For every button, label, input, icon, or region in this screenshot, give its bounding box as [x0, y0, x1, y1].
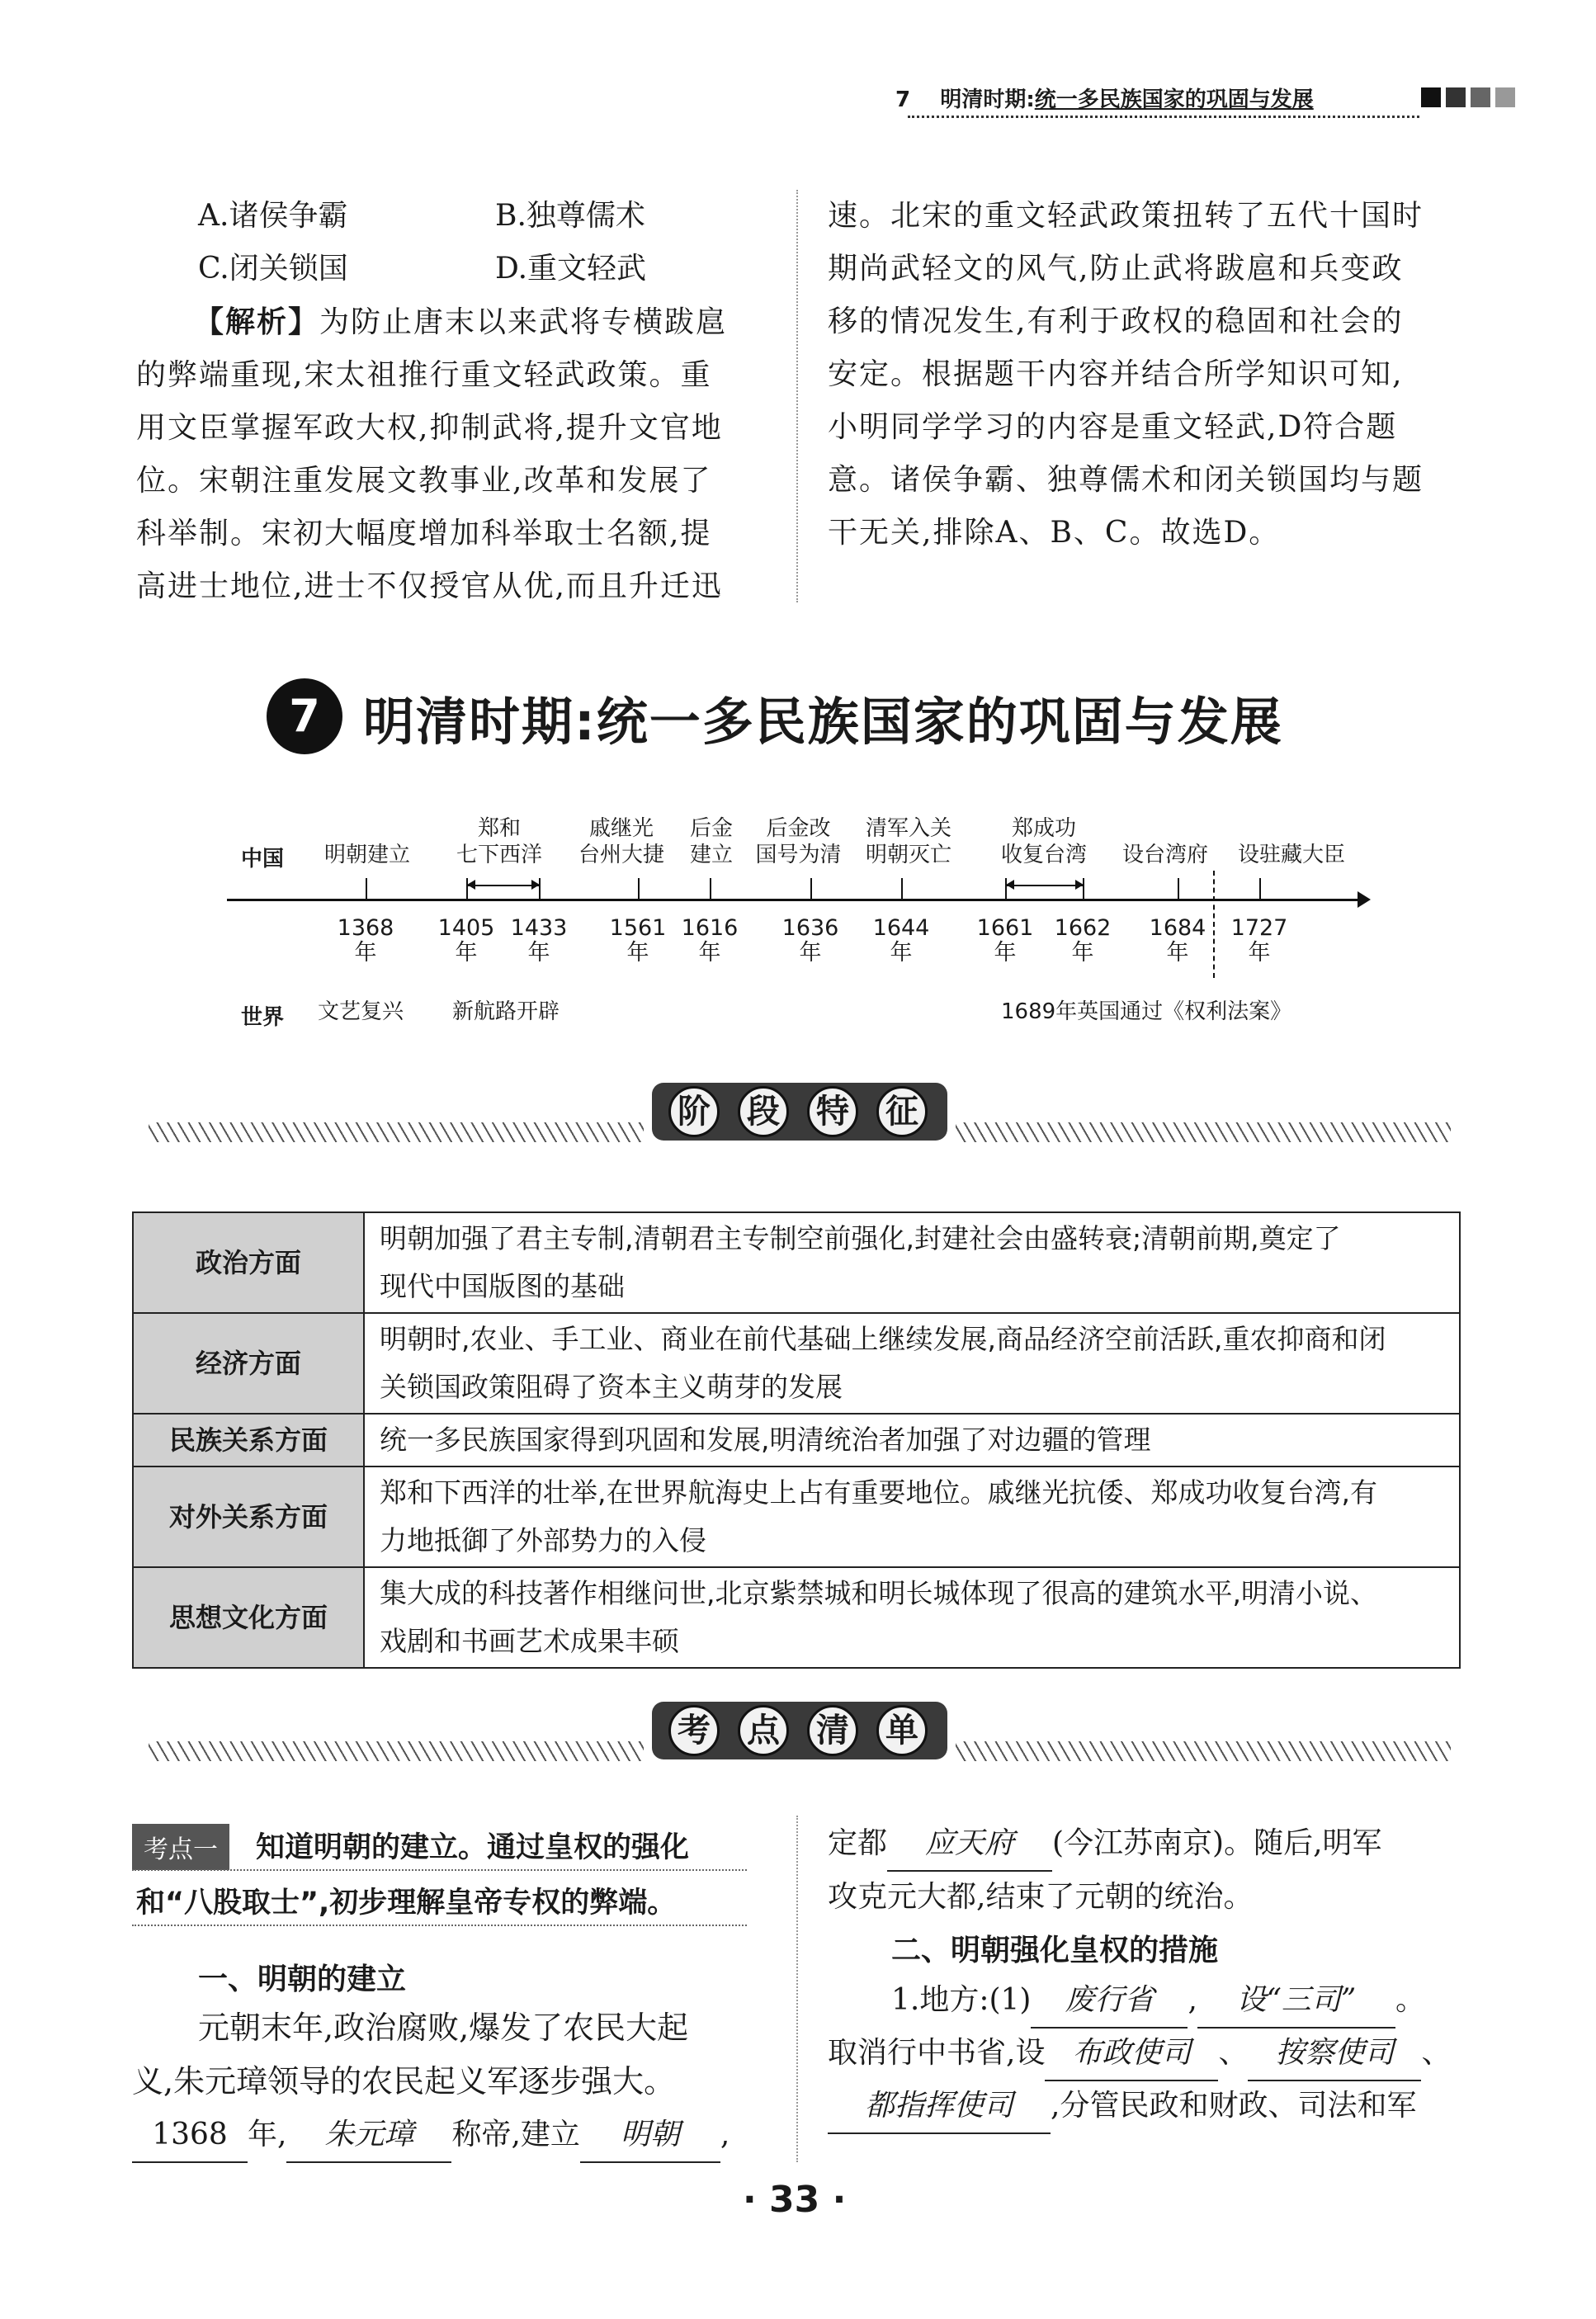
kaodian-line-1: 知道明朝的建立。通过皇权的强化: [256, 1831, 690, 1864]
option-a: A.诸侯争霸: [198, 199, 348, 233]
option-c: C.闭关锁国: [198, 252, 348, 286]
row-value-culture: 集大成的科技著作相继问世,北京紫禁城和明长城体现了很高的建筑水平,明清小说、 戏剧和书画艺术成果丰硕: [364, 1567, 1460, 1668]
analysis-left: [136, 295, 727, 613]
kaodian-tag: 考点一: [132, 1824, 229, 1870]
table-row: [133, 1212, 1460, 1313]
row-key-ethnic: 民族关系方面: [133, 1414, 364, 1466]
year-1368: 1368 年: [337, 915, 394, 966]
tick-1727: [1259, 878, 1261, 900]
analysis-right-line-5: 小明同学学习的内容是重文轻武,D符合题: [828, 410, 1398, 444]
year-1662: 1662 年: [1054, 915, 1112, 966]
stage-features-table: [132, 1211, 1461, 1669]
analysis-line-1: 为防止唐末以来武将专横跋扈: [319, 305, 728, 339]
para-1: 元朝末年,政治腐败,爆发了农民大起: [198, 2010, 689, 2046]
analysis-line-5: 科举制。宋初大幅度增加科举取士名额,提: [136, 517, 712, 550]
timeline-event-7: 郑成功 收复台湾: [1000, 816, 1087, 867]
tick-1684: [1178, 878, 1179, 900]
checklist-char-2: 点: [738, 1705, 789, 1756]
analysis-line-4: 位。宋朝注重发展文教事业,改革和发展了: [136, 464, 712, 498]
blank-dynasty: 明朝: [580, 2109, 720, 2163]
row-value-foreign: 郑和下西洋的壮举,在世界航海史上占有重要地位。戚继光抗倭、郑成功收复台湾,有 力地抵御了外部势力的入侵: [364, 1466, 1460, 1567]
analysis-right-line-3: 移的情况发生,有利于政权的稳固和社会的: [828, 305, 1404, 338]
banner-hatch-left: [149, 1122, 644, 1142]
timeline-axis: [227, 899, 1358, 901]
analysis-right-line-2: 期尚武轻文的风气,防止武将跋扈和兵变政: [828, 252, 1404, 286]
tick-1368: [366, 878, 367, 900]
header-square-4: [1495, 87, 1515, 107]
year-1561: 1561 年: [609, 915, 667, 966]
blank-person: 朱元璋: [286, 2109, 451, 2163]
kaodian-line-2: 和“八股取士”,初步理解皇帝专权的弊端。: [136, 1887, 677, 1920]
right-line-5: [828, 2080, 1416, 2134]
blank-a1: 废行省: [1031, 1974, 1188, 2029]
year-1661: 1661 年: [976, 915, 1034, 966]
analysis-right-line-1: 速。北宋的重文轻武政策扭转了五代十国时: [828, 199, 1424, 233]
stage-features-banner: [652, 1083, 947, 1141]
row-key-foreign: 对外关系方面: [133, 1466, 364, 1567]
timeline-event-3: 戚继光 台州大捷: [578, 816, 664, 867]
timeline-event-5: 后金改 国号为清: [755, 816, 842, 867]
timeline-event-1: 明朝建立: [323, 843, 410, 867]
option-b: B.独尊儒术: [495, 199, 645, 233]
analysis-tag: 【解析】: [194, 305, 320, 339]
text-sep1: ,: [1188, 1983, 1197, 2017]
year-1405: 1405 年: [437, 915, 495, 966]
checklist-char-4: 单: [876, 1705, 928, 1756]
banner-char-4: 征: [876, 1086, 928, 1137]
blank-a2: 设“三司”: [1197, 1974, 1395, 2029]
year-1616: 1616 年: [681, 915, 739, 966]
timeline-event-6: 清军入关 明朝灭亡: [865, 816, 951, 867]
checklist-hatch-left: [149, 1741, 644, 1761]
analysis-right: [828, 190, 1424, 560]
text-rest: ,分管民政和财政、司法和军: [1051, 2089, 1417, 2123]
chapter-number-badge: 7: [267, 678, 342, 754]
checklist-char-1: 考: [668, 1705, 720, 1756]
checklist-hatch-right: [956, 1741, 1451, 1761]
row-key-politics: 政治方面: [133, 1212, 364, 1313]
table-row: [133, 1313, 1460, 1414]
right-line-1: [828, 1817, 1382, 1872]
blank-capital: 应天府: [887, 1817, 1052, 1872]
section-heading-2: 二、明朝强化皇权的措施: [891, 1934, 1219, 1967]
column-separator-bottom: [796, 1816, 798, 2162]
row-key-culture: 思想文化方面: [133, 1567, 364, 1668]
span-zhenghe-arrow-left: [467, 880, 475, 890]
header-number: 7: [895, 87, 911, 112]
row-value-ethnic: 统一多民族国家得到巩固和发展,明清统治者加强了对边疆的管理: [364, 1414, 1460, 1466]
option-d: D.重文轻武: [495, 252, 647, 286]
para-3: [132, 2109, 730, 2163]
chapter-title: 明清时期:统一多民族国家的巩固与发展: [363, 692, 1283, 752]
timeline-event-8: 设台湾府: [1121, 843, 1208, 867]
table-row: [133, 1466, 1460, 1567]
span-zhenghe-arrow-right: [531, 880, 540, 890]
right-line-3: [891, 1974, 1425, 2029]
span-zcg-arrow-left: [1006, 880, 1014, 890]
right-line-4: [828, 2027, 1451, 2081]
para-2: 义,朱元璋领导的农民起义军逐步强大。: [132, 2063, 676, 2099]
span-zhenghe: [467, 885, 540, 886]
year-1644: 1644 年: [872, 915, 930, 966]
text-dun2: 、: [1421, 2036, 1452, 2070]
text-nian: 年,: [248, 2118, 287, 2151]
world-event-bill-of-rights: 1689年英国通过《权利法案》: [1001, 999, 1292, 1024]
analysis-line-3: 用文臣掌握军政大权,抑制武将,提升文官地: [136, 411, 723, 445]
column-separator-top: [796, 190, 798, 602]
header-square-3: [1471, 87, 1490, 107]
text-comma: ,: [720, 2118, 730, 2151]
header-dotted-rule: [908, 116, 1419, 118]
year-1636: 1636 年: [781, 915, 839, 966]
year-1727: 1727 年: [1230, 915, 1288, 966]
text-capital-note: (今江苏南京)。随后,明军: [1052, 1826, 1382, 1860]
text-local: 1.地方:(1): [891, 1983, 1032, 2017]
timeline-event-9: 设驻藏大臣: [1237, 843, 1345, 867]
text-dun1: 、: [1218, 2036, 1249, 2070]
timeline-event-2: 郑和 七下西洋: [456, 816, 542, 867]
section-heading-1: 一、明朝的建立: [198, 1962, 407, 1996]
timeline-event-4: 后金 建立: [689, 816, 733, 867]
row-value-economy: 明朝时,农业、手工业、商业在前代基础上继续发展,商品经济空前活跃,重农抑商和闭 关锁国政策阻碍了资本主义萌芽的发展: [364, 1313, 1460, 1414]
blank-b2: 按察使司: [1248, 2027, 1421, 2081]
analysis-right-line-4: 安定。根据题干内容并结合所学知识可知,: [828, 357, 1404, 391]
right-line-2: 攻克元大都,结束了元朝的统治。: [828, 1880, 1254, 1914]
year-1684: 1684 年: [1149, 915, 1206, 966]
header-square-1: [1421, 87, 1441, 107]
analysis-line-2: 的弊端重现,宋太祖推行重文轻武政策。重: [136, 358, 712, 392]
header-prefix: 明清时期:: [940, 87, 1035, 112]
row-value-politics: 明朝加强了君主专制,清朝君主专制空前强化,封建社会由盛转衰;清朝前期,奠定了 现代中国版图的基础: [364, 1212, 1460, 1313]
span-zhengchenggong: [1006, 885, 1084, 886]
timeline-china-label: 中国: [241, 847, 285, 871]
year-1433: 1433 年: [510, 915, 568, 966]
table-row: [133, 1414, 1460, 1466]
kaodian-dotline-2: [132, 1925, 747, 1926]
text-cancel: 取消行中书省,设: [828, 2036, 1046, 2070]
timeline-axis-arrow: [1358, 891, 1371, 908]
header-topic: 统一多民族国家的巩固与发展: [1034, 87, 1314, 112]
tick-1644: [901, 878, 903, 900]
kaodian-dotline-1: [132, 1869, 747, 1871]
analysis-right-line-6: 意。诸侯争霸、独尊儒术和闭关锁国均与题: [828, 463, 1424, 497]
banner-char-2: 段: [738, 1086, 789, 1137]
row-key-economy: 经济方面: [133, 1313, 364, 1414]
page-number: · 33 ·: [743, 2179, 847, 2221]
tick-1616: [710, 878, 711, 900]
banner-char-1: 阶: [668, 1086, 720, 1137]
checklist-banner: [652, 1702, 947, 1759]
text-period: 。: [1395, 1983, 1425, 2017]
tick-1561: [638, 878, 640, 900]
tick-1636: [810, 878, 812, 900]
world-event-renaissance: 文艺复兴: [318, 999, 404, 1024]
banner-char-3: 特: [807, 1086, 858, 1137]
checklist-char-3: 清: [807, 1705, 858, 1756]
span-zcg-arrow-right: [1075, 880, 1084, 890]
analysis-right-line-7: 干无关,排除A、B、C。故选D。: [828, 516, 1281, 550]
banner-hatch-right: [956, 1122, 1451, 1142]
timeline-world-label: 世界: [241, 1005, 285, 1030]
blank-year: 1368: [132, 2109, 248, 2163]
blank-b1: 布政使司: [1045, 2027, 1218, 2081]
analysis-line-6: 高进士地位,进士不仅授官从优,而且升迁迅: [136, 569, 723, 603]
world-event-new-routes: 新航路开辟: [452, 999, 560, 1024]
text-chengdi: 称帝,建立: [451, 2118, 580, 2151]
table-row: [133, 1567, 1460, 1668]
running-header: [895, 83, 1314, 113]
blank-b3: 都指挥使司: [828, 2080, 1051, 2134]
text-dingdu: 定都: [828, 1826, 888, 1860]
header-square-2: [1446, 87, 1466, 107]
